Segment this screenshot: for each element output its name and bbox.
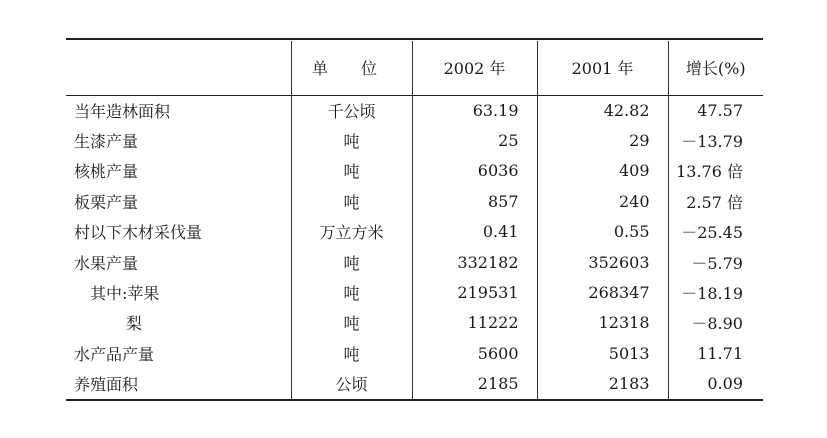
row-name: 当年造林面积 — [74, 101, 171, 121]
row-name: 板栗产量 — [74, 192, 139, 212]
row-value-2001: 42.82 — [537, 95, 668, 125]
header-2001: 2001 年 — [537, 41, 668, 95]
table-row — [66, 308, 763, 338]
row-growth: －25.45 — [668, 217, 763, 247]
table-row — [66, 369, 763, 399]
row-unit: 吨 — [291, 277, 412, 307]
row-unit: 吨 — [291, 125, 412, 155]
row-value-2002: 2185 — [412, 369, 537, 399]
header-item — [66, 41, 291, 95]
header-growth: 增长(%) — [668, 41, 763, 95]
row-value-2001: 2183 — [537, 369, 668, 399]
row-name: 核桃产量 — [74, 162, 139, 182]
table-row — [66, 125, 763, 155]
row-value-2001: 12318 — [537, 308, 668, 338]
row-value-2001: 5013 — [537, 338, 668, 368]
row-growth: －18.19 — [668, 277, 763, 307]
row-value-2002: 332182 — [412, 247, 537, 277]
row-value-2002: 0.41 — [412, 217, 537, 247]
table-row — [66, 338, 763, 368]
bottom-rule — [66, 399, 763, 401]
row-name: 水产品产量 — [74, 344, 155, 364]
row-growth: －5.79 — [668, 247, 763, 277]
row-growth: 11.71 — [668, 338, 763, 368]
table-row — [66, 95, 763, 125]
row-unit: 千公顷 — [291, 95, 412, 125]
row-growth: 13.76 倍 — [668, 156, 763, 186]
row-unit: 吨 — [291, 247, 412, 277]
row-unit: 吨 — [291, 156, 412, 186]
row-name: 梨 — [126, 314, 143, 334]
table-row — [66, 277, 763, 307]
table-header — [66, 41, 763, 95]
row-growth: －13.79 — [668, 125, 763, 155]
row-name: 其中:苹果 — [90, 284, 160, 304]
row-unit: 吨 — [291, 186, 412, 216]
row-value-2001: 409 — [537, 156, 668, 186]
row-name: 养殖面积 — [74, 375, 139, 395]
row-growth: 0.09 — [668, 369, 763, 399]
row-growth: 2.57 倍 — [668, 186, 763, 216]
table-row — [66, 156, 763, 186]
row-name: 村以下木材采伐量 — [74, 223, 203, 243]
row-name: 水果产量 — [74, 253, 139, 273]
row-value-2001: 352603 — [537, 247, 668, 277]
table-row — [66, 186, 763, 216]
row-value-2002: 25 — [412, 125, 537, 155]
statistics-table — [66, 41, 763, 399]
row-unit: 公顷 — [291, 369, 412, 399]
table-row — [66, 217, 763, 247]
row-value-2001: 268347 — [537, 277, 668, 307]
header-2002: 2002 年 — [412, 41, 537, 95]
row-growth: －8.90 — [668, 308, 763, 338]
header-unit: 单 位 — [291, 41, 412, 95]
row-value-2002: 6036 — [412, 156, 537, 186]
table-body — [66, 95, 763, 399]
row-value-2001: 240 — [537, 186, 668, 216]
row-value-2001: 29 — [537, 125, 668, 155]
row-name: 生漆产量 — [74, 132, 139, 152]
row-value-2001: 0.55 — [537, 217, 668, 247]
row-unit: 吨 — [291, 338, 412, 368]
row-value-2002: 63.19 — [412, 95, 537, 125]
row-value-2002: 11222 — [412, 308, 537, 338]
header-row — [66, 41, 763, 95]
row-value-2002: 5600 — [412, 338, 537, 368]
table-row — [66, 247, 763, 277]
row-value-2002: 857 — [412, 186, 537, 216]
row-unit: 万立方米 — [291, 217, 412, 247]
row-unit: 吨 — [291, 308, 412, 338]
top-rule — [66, 38, 763, 40]
row-value-2002: 219531 — [412, 277, 537, 307]
row-growth: 47.57 — [668, 95, 763, 125]
